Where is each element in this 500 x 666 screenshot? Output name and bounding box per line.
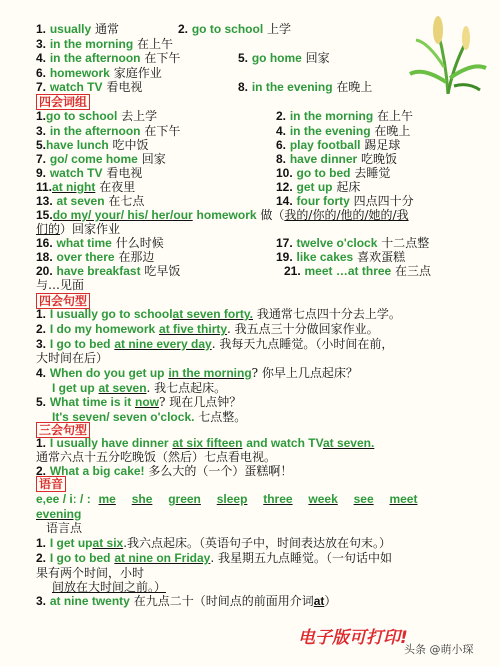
sentence-item: 5. What time is it now? 现在几点钟？ [36,395,242,409]
phrase-item-continued: 与…见面 [36,278,85,292]
author-watermark: 头条 @萌小琛 [404,643,474,656]
corn-plant-decoration [408,12,488,94]
sentence-translation: 通常六点十五分吃晚饭（然后）七点看电视。 [36,450,277,464]
phrase-item: 18. over there 在那边 [36,250,155,264]
phonics-line-continued: evening [36,507,82,521]
sentence-item: 3. I go to bed at nine every day. 我每天九点睡觉。（小时间在前， [36,337,394,351]
phrase-item: 13. at seven 在七点 [36,194,145,208]
phrase-item: 6. play football 踢足球 [276,138,401,152]
phrase-item: 11.at night 在夜里 [36,180,136,194]
phrase-item: 20. have breakfast 吃早饭 [36,264,181,278]
phrase-item: 9. watch TV 看电视 [36,166,143,180]
section-heading-phrases: 四会词组 [36,94,90,110]
vocab-item: 8. in the evening 在晚上 [238,80,373,94]
vocab-item: 5. go home 回家 [238,51,330,65]
sentence-answer: I get up at seven. 我七点起床。 [52,381,227,395]
sentence-item: 2. What a big cake! 多么大的（一个）蛋糕啊！ [36,464,293,478]
section-heading-three-sentences: 三会句型 [36,422,90,438]
section-heading-grammar: 语言点 [46,521,83,535]
phrase-item: 1.go to school 去上学 [36,109,158,123]
sentence-item: 1. I usually have dinner at six fifteen and watch TVat seven. [36,436,375,450]
phrase-item: 14. four forty 四点四十分 [276,194,414,208]
phrase-item: 15.do my/ your/ his/ her/our homework 做（我的/你的/他的/她的/我 [36,208,409,222]
sentence-item: 1. I usually go to schoolat seven forty. 我通常七点四十分去上学。 [36,307,401,321]
printable-banner: 电子版可打印! [298,628,408,648]
vocab-item: 6. homework 家庭作业 [36,66,162,80]
sentence-item-continued: 大时间在后） [36,351,109,365]
sentence-item: 2. I do my homework at five thirty. 我五点三十分做回家作业。 [36,322,379,336]
phrase-item: 8. have dinner 吃晚饭 [276,152,398,166]
grammar-item: 1. I get upat six.我六点起床。（英语句子中，时间表达放在句末。） [36,536,392,550]
phrase-item: 2. in the morning 在上午 [276,109,414,123]
phrase-item: 4. in the evening 在晚上 [276,124,411,138]
grammar-item: 2. I go to bed at nine on Friday. 我星期五九点睡觉。（一句话中如 [36,551,392,565]
phrase-item: 10. go to bed 去睡觉 [276,166,391,180]
grammar-item-continued: 间放在大时间之前。） [52,580,167,594]
grammar-item: 3. at nine twenty 在九点二十（时间点的前面用介词at） [36,594,337,608]
sentence-answer: It's seven/ seven o'clock. 七点整。 [52,410,247,424]
phrase-item: 12. get up 起床 [276,180,361,194]
vocab-item: 7. watch TV 看电视 [36,80,143,94]
phrase-item: 16. what time 什么时候 [36,236,164,250]
phrase-item: 5.have lunch 吃中饭 [36,138,149,152]
vocab-item: 1. usually 通常 [36,22,120,36]
vocab-item: 4. in the afternoon 在下午 [36,51,181,65]
grammar-item-continued: 果有两个时间，小时 [36,566,145,580]
section-heading-four-sentences: 四会句型 [36,293,90,309]
phrase-item: 17. twelve o'clock 十二点整 [276,236,430,250]
phrase-item: 19. like cakes 喜欢蛋糕 [276,250,406,264]
section-heading-phonics: 语音 [36,476,66,492]
vocab-item: 2. go to school 上学 [178,22,292,36]
sentence-item: 4. When do you get up in the morning? 你早上几点起床？ [36,366,358,380]
phrase-item: 21. meet …at three 在三点 [284,264,432,278]
phrase-item: 3. in the afternoon 在下午 [36,124,181,138]
phonics-line: e,ee / iː / : me she green sleep three week see meet [36,492,418,506]
phrase-item-continued: 们的）回家作业 [36,222,121,236]
phrase-item: 7. go/ come home 回家 [36,152,166,166]
vocab-item: 3. in the morning 在上午 [36,37,174,51]
